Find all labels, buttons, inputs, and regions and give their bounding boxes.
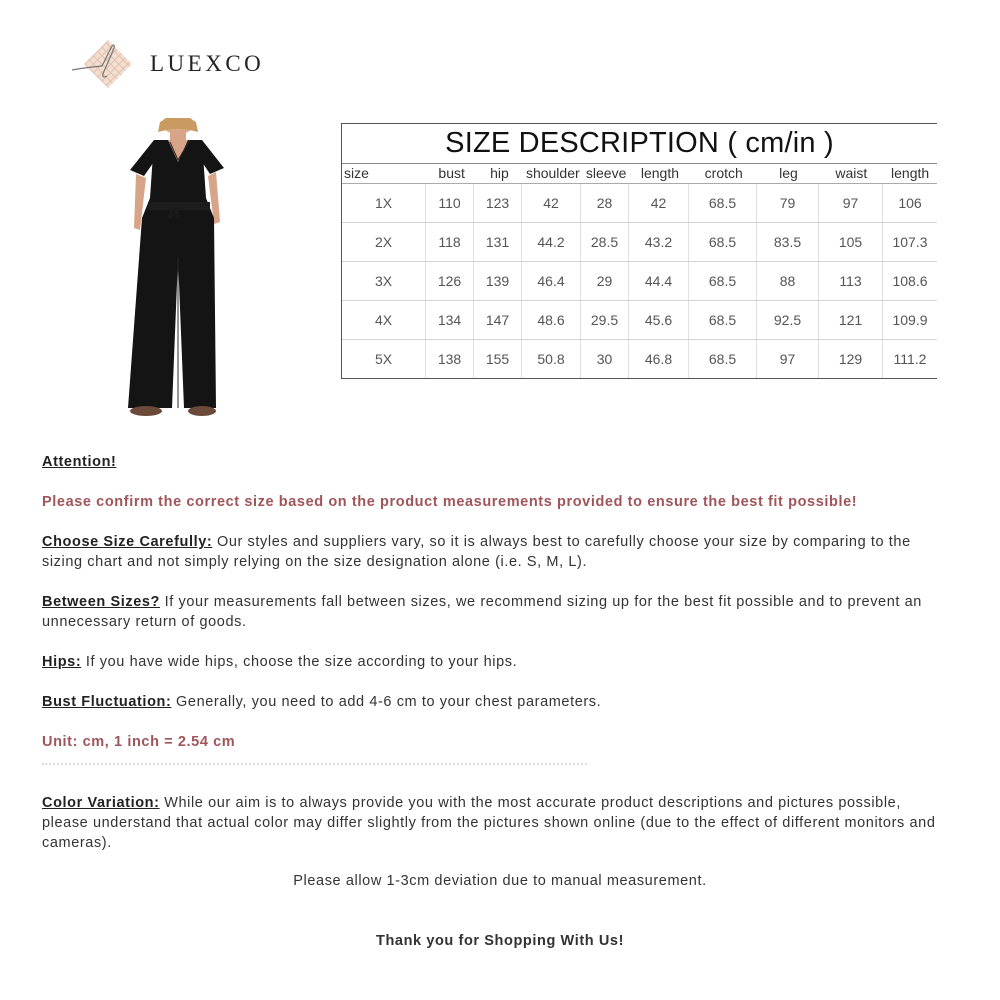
cell-sleeve: 29 (581, 262, 629, 300)
between-sizes-paragraph (42, 592, 942, 632)
size-row (342, 223, 937, 262)
brand-name: LUEXCO (150, 51, 265, 76)
cell-total-length: 106 (898, 195, 922, 211)
cell-shoulder: 46.4 (522, 262, 581, 300)
cell-hip: 123 (474, 184, 522, 222)
cell-length: 42 (629, 184, 689, 222)
cell-shoulder: 42 (522, 184, 581, 222)
size-row (342, 184, 937, 223)
cell-leg: 83.5 (757, 223, 819, 261)
hips-paragraph (42, 652, 942, 672)
size-row (342, 301, 937, 340)
hips-text: If you have wide hips, choose the size according to your hips. (81, 654, 518, 670)
cell-shoulder: 44.2 (522, 223, 581, 261)
bust-label: Bust Fluctuation: (42, 694, 172, 710)
dotted-divider (42, 763, 587, 765)
cell-leg: 79 (757, 184, 819, 222)
cell-length: 46.8 (629, 340, 689, 378)
column-header-size: size (344, 165, 369, 181)
cell-bust: 118 (426, 223, 474, 261)
cell-crotch: 68.5 (689, 301, 757, 339)
bust-paragraph (42, 692, 942, 712)
choose-size-paragraph (42, 532, 942, 572)
color-variation-block (42, 793, 942, 853)
cell-bust: 126 (426, 262, 474, 300)
color-variation-label: Color Variation: (42, 795, 160, 811)
cell-length: 45.6 (629, 301, 689, 339)
column-header-shoulder: shoulder (525, 165, 580, 181)
attention-heading: Attention! (42, 454, 117, 470)
size-chart-body (342, 184, 937, 378)
between-sizes-label: Between Sizes? (42, 594, 160, 610)
column-header-leg: leg (779, 165, 798, 181)
cell-bust: 110 (426, 184, 474, 222)
cell-shoulder: 48.6 (522, 301, 581, 339)
choose-size-text: Our styles and suppliers vary, so it is always best to carefully choose your size by comparing to the sizing chart and not simply relying on the size designation alone (i.e. S, M, L). (42, 534, 911, 570)
size-row (342, 262, 937, 301)
column-header-hip: hip (490, 165, 509, 181)
hips-label: Hips: (42, 654, 82, 670)
column-header-waist: waist (835, 165, 868, 181)
color-variation-text: While our aim is to always provide you with the most accurate product descriptions and pictures possible, please understand that actual color may differ slightly from the pictures shown online (due to the effect of different monitors and cameras). (42, 795, 936, 851)
column-header-length: length (640, 165, 680, 181)
cell-hip: 155 (474, 340, 522, 378)
size-row (342, 340, 937, 378)
cell-crotch: 68.5 (689, 184, 757, 222)
choose-size-label: Choose Size Carefully: (42, 534, 213, 550)
cell-crotch: 68.5 (689, 262, 757, 300)
cell-sleeve: 29.5 (581, 301, 629, 339)
cell-size: 5X (342, 340, 426, 378)
size-guide-text (42, 452, 942, 752)
size-chart-table (341, 123, 937, 379)
column-header-total-length: length (891, 165, 930, 181)
cell-total-length: 111.2 (893, 351, 927, 367)
cell-waist: 121 (819, 301, 883, 339)
cell-size: 1X (342, 184, 426, 222)
cell-length: 44.4 (629, 262, 689, 300)
cell-waist: 97 (819, 184, 883, 222)
cell-leg: 88 (757, 262, 819, 300)
logo-diamond-icon (68, 38, 140, 90)
cell-sleeve: 28.5 (581, 223, 629, 261)
between-sizes-text: If your measurements fall between sizes, we recommend sizing up for the best fit possible and to prevent an unnecessary return of goods. (42, 594, 922, 630)
cell-size: 3X (342, 262, 426, 300)
cell-shoulder: 50.8 (522, 340, 581, 378)
column-header-bust: bust (438, 165, 465, 181)
cell-leg: 92.5 (757, 301, 819, 339)
thank-you-note: Thank you for Shopping With Us! (375, 933, 625, 949)
cell-waist: 105 (819, 223, 883, 261)
cell-leg: 97 (757, 340, 819, 378)
cell-length: 43.2 (629, 223, 689, 261)
cell-crotch: 68.5 (689, 223, 757, 261)
cell-waist: 129 (819, 340, 883, 378)
brand-logo (68, 38, 264, 90)
column-header-crotch: crotch (704, 165, 743, 181)
cell-bust: 138 (426, 340, 474, 378)
cell-total-length: 107.3 (892, 234, 928, 250)
cell-sleeve: 28 (581, 184, 629, 222)
product-image (110, 118, 240, 418)
cell-waist: 113 (819, 262, 883, 300)
cell-total-length: 109.9 (892, 312, 928, 328)
size-chart-header (342, 164, 937, 184)
unit-note: Unit: cm, 1 inch = 2.54 cm (42, 734, 236, 750)
deviation-note: Please allow 1-3cm deviation due to manual measurement. (293, 873, 707, 889)
size-chart-title: SIZE DESCRIPTION ( cm/in ) (342, 124, 937, 164)
cell-bust: 134 (426, 301, 474, 339)
cell-sleeve: 30 (581, 340, 629, 378)
confirm-notice: Please confirm the correct size based on the product measurements provided to ensure the best fit possible! (42, 494, 858, 510)
bust-text: Generally, you need to add 4-6 cm to your chest parameters. (171, 694, 602, 710)
cell-size: 4X (342, 301, 426, 339)
cell-hip: 139 (474, 262, 522, 300)
cell-total-length: 108.6 (892, 273, 928, 289)
column-header-sleeve: sleeve (585, 165, 627, 181)
cell-crotch: 68.5 (689, 340, 757, 378)
cell-size: 2X (342, 223, 426, 261)
color-variation-paragraph (42, 793, 942, 853)
cell-hip: 131 (474, 223, 522, 261)
cell-hip: 147 (474, 301, 522, 339)
